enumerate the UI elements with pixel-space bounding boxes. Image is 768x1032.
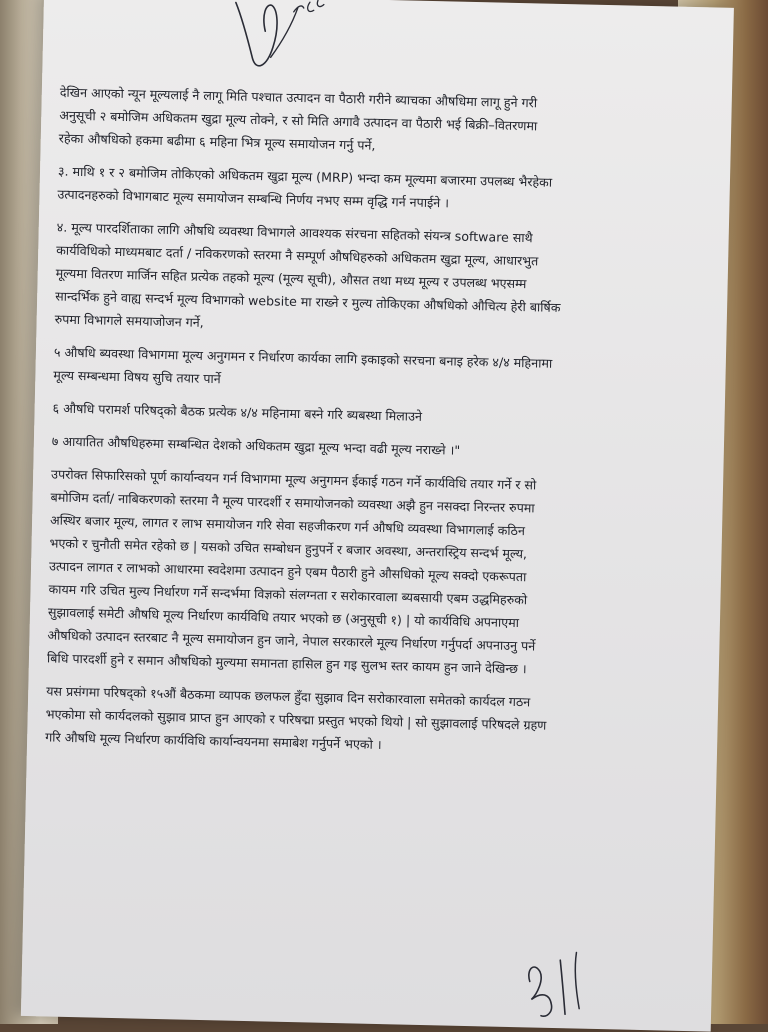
body-line: रुपमा विभागले समयाजोजन गर्ने, [54, 311, 204, 330]
handwritten-initials [230, 0, 342, 89]
body-line: रहेका औषधिको हकमा बढीमा ६ महिना भित्र मूल्य समायोजन गर्नु पर्ने, [58, 130, 376, 153]
body-line: उत्पादन लागत र लाभको आधारमा स्वदेशमा उत्पादन हुने एबम पैठारी हुने औसधिको मूल्य सक्दो एकरूपता [48, 558, 527, 585]
body-line: भएको र चुनौती समेत रहेको छ | यसको उचित सम्बोधन हुनुपर्ने र बजार अवस्था, अन्तरास्ट्रिय सन्दर्भ मूल्य, [49, 535, 528, 562]
body-line: मूल्यमा वितरण मार्जिन सहित प्रत्येक तहको मूल्य (मूल्य सूची), औसत तथा मध्य मूल्य र उपलब्ध भएसम्म [55, 265, 527, 292]
body-line: देखिन आएको न्यून मूल्यलाई नै लागू मिति पश्चात उत्पादन वा पैठारी गरीने ब्याचका औषधिमा लागू हुने गरी [59, 84, 538, 111]
body-line: ७ आयातित औषधिहरुमा सम्बन्धित देशको अधिकतम खुद्रा मूल्य भन्दा वढी मूल्य नराख्ने ।" [51, 433, 461, 458]
document-body [45, 81, 728, 764]
body-line: बमोजिम दर्ता/ नाबिकरणको स्तरमा नै मूल्य पारदर्शी र समायोजनको व्यवस्था अझै हुन नसक्दा निरन्तर रुपमा [50, 489, 535, 516]
body-line: भएकोमा सो कार्यदलको सुझाव प्राप्त हुन आएको र परिषद्मा प्रस्तुत भएको थियो | सो सुझावलाई परिषदले ग्रहण [45, 706, 547, 733]
document-page [21, 0, 734, 1032]
body-line: औषधिको उत्पादन स्तरबाट नै मूल्य समायोजन हुन जाने, नेपाल सरकारले मूल्य निर्धारण गर्नुपर्दा अपनाउनु पर्ने [47, 627, 536, 654]
body-line: कार्यविधिको माध्यमबाट दर्ता / नविकरणको स्तरमा नै सम्पूर्ण औषधिहरुको अधिकतम खुद्रा मूल्य, आधारभुत [56, 242, 539, 269]
body-line: कायम गरि उचित मुल्य निर्धारण गर्ने सन्दर्भमा विज्ञको संलग्नता र सरोकारवाला ब्यबसायी एबम उद्धमिहरुको [48, 581, 528, 608]
body-line: ५ औषधि ब्यवस्था विभागमा मूल्य अनुगमन र निर्धारण कार्यका लागि इकाइको सरचना बनाइ हरेक ४/४ महिनामा [53, 344, 553, 371]
body-line: उपरोक्त सिफारिसको पूर्ण कार्यान्वयन गर्न विभागमा मूल्य अनुगमन ईकाई गठन गर्ने कार्यविधि तयार गर्ने र सो [50, 466, 537, 493]
handwritten-signature [519, 941, 611, 1023]
body-line: ६ औषधि परामर्श परिषद्को बैठक प्रत्येक ४/४ महिनामा बस्ने गरि ब्यबस्था मिलाउने [52, 400, 423, 424]
body-line: सुझावलाई समेटी औषधि मूल्य निर्धारण कार्यविधि तयार भएको छ (अनुसूची १) | यो कार्यविधि अपनाएमा [47, 604, 520, 631]
body-line: अनुसूची २ बमोजिम अधिकतम खुद्रा मूल्य तोक्ने, र सो मिति अगावै उत्पादन वा पैठारी भई बिक्री–वितरणमा [59, 107, 538, 134]
body-line: उत्पादनहरुको विभागबाट मूल्य समायोजन सम्बन्धि निर्णय नभए सम्म वृद्धि गर्न नपाईने । [57, 186, 450, 211]
body-line: ४. मूल्य पारदर्शिताका लागि औषधि व्यवस्था विभागले आवश्यक संरचना सहितको संयन्त्र software साथै [56, 219, 533, 246]
body-line: मूल्य सम्बन्धमा विषय सुचि तयार पार्ने [53, 367, 221, 387]
body-line: ३. माथि १ र २ बमोजिम तोकिएको अधिकतम खुद्रा मूल्य (MRP) भन्दा कम मूल्यमा बजारमा उपलब्ध भैरहेका [57, 163, 553, 190]
body-line: बिधि पारदर्शी हुने र समान औषधिको मुल्यमा समानता हासिल हुन गइ सुलभ स्तर कायम हुन जाने देखिन्छ । [46, 650, 527, 677]
body-line: गरि औषधि मूल्य निर्धारण कार्यविधि कार्यान्वयनमा समाबेश गर्नुपर्ने भएको । [45, 729, 382, 753]
body-line: सान्दर्भिक हुने वाह्य सन्दर्भ मूल्य विभागको website मा राख्ने र मुल्य तोकिएका औषधिको औचित्य हेरी बार्षिक [55, 288, 561, 315]
body-line: अस्थिर बजार मूल्य, लागत र लाभ समायोजन गरि सेवा सहजीकरण गर्न औषधि व्यवस्था विभागलाई कठिन [49, 512, 526, 539]
body-line: यस प्रसंगमा परिषद्को १५औं बैठकमा व्यापक छलफल हुँदा सुझाव दिन सरोकारवाला समेतको कार्यदल गठन [46, 683, 531, 710]
